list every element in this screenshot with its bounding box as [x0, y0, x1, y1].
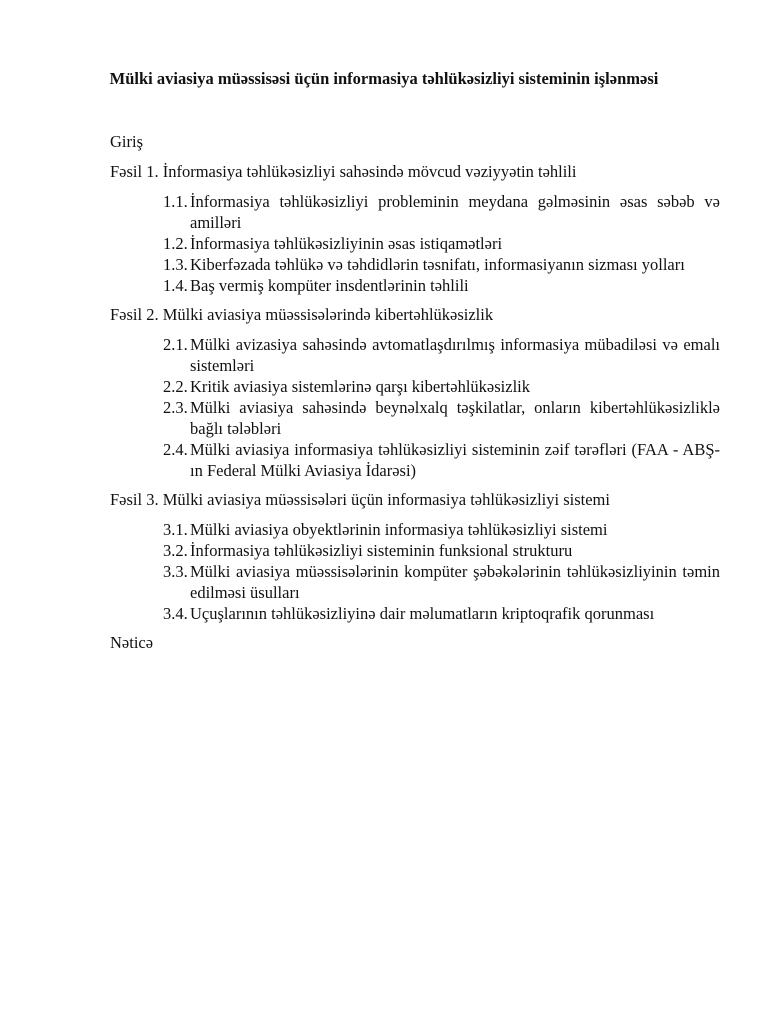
section-number: 1.4.	[163, 276, 188, 295]
toc-section-2-4	[163, 439, 720, 481]
document-title: Mülki aviasiya müəssisəsi üçün informasiya təhlükəsizliyi sisteminin işlənməsi	[109, 69, 659, 88]
toc-section-3-1	[163, 519, 720, 540]
section-number: 2.1.	[163, 335, 188, 354]
section-title: Mülki aviasiya obyektlərinin informasiya təhlükəsizliyi sistemi	[190, 520, 608, 539]
section-number: 1.1.	[163, 192, 188, 211]
section-title: İnformasiya təhlükəsizliyi probleminin meydana gəlməsinin əsas səbəb və amilləri	[190, 192, 720, 232]
section-number: 2.4.	[163, 440, 188, 459]
toc-chapter-1: Fəsil 1. İnformasiya təhlükəsizliyi sahəsində mövcud vəziyyətin təhlili	[110, 162, 577, 181]
toc-section-3-4	[163, 603, 720, 624]
section-title: Kritik aviasiya sistemlərinə qarşı kibertəhlükəsizlik	[190, 377, 530, 396]
section-number: 2.2.	[163, 377, 188, 396]
section-title: Mülki aviasiya sahəsində beynəlxalq təşkilatlar, onların kibertəhlükəsizliklə bağlı tələbləri	[190, 398, 720, 438]
section-title: Mülki aviasiya informasiya təhlükəsizliyi sisteminin zəif tərəfləri (FAA - ABŞ-ın Federal Mülki Aviasiya İdarəsi)	[190, 440, 720, 480]
section-number: 3.1.	[163, 520, 188, 539]
section-title: İnformasiya təhlükəsizliyinin əsas istiqamətləri	[190, 234, 503, 253]
toc-chapter-1-sections	[110, 191, 720, 296]
section-number: 1.2.	[163, 234, 188, 253]
table-of-contents	[110, 131, 720, 653]
toc-section-1-3	[163, 254, 720, 275]
toc-section-2-1	[163, 334, 720, 376]
toc-section-1-2	[163, 233, 720, 254]
toc-chapter-3: Fəsil 3. Mülki aviasiya müəssisələri üçün informasiya təhlükəsizliyi sistemi	[110, 490, 610, 509]
section-title: Uçuşlarının təhlükəsizliyinə dair məlumatların kriptoqrafik qorunması	[190, 604, 655, 623]
toc-section-3-3	[163, 561, 720, 603]
toc-chapter-2-sections	[110, 334, 720, 481]
toc-section-3-2	[163, 540, 720, 561]
section-number: 3.2.	[163, 541, 188, 560]
section-number: 3.4.	[163, 604, 188, 623]
toc-section-1-1	[163, 191, 720, 233]
toc-section-2-3	[163, 397, 720, 439]
section-title: Kiberfəzada təhlükə və təhdidlərin təsnifatı, informasiyanın sizması yolları	[190, 255, 685, 274]
toc-intro: Giriş	[110, 132, 143, 151]
section-number: 3.3.	[163, 562, 188, 581]
section-number: 2.3.	[163, 398, 188, 417]
toc-section-1-4	[163, 275, 720, 296]
toc-section-2-2	[163, 376, 720, 397]
section-title: İnformasiya təhlükəsizliyi sisteminin funksional strukturu	[190, 541, 573, 560]
section-title: Mülki avizasiya sahəsində avtomatlaşdırılmış informasiya mübadiləsi və emalı sistemləri	[190, 335, 720, 375]
toc-chapter-3-sections	[110, 519, 720, 624]
section-title: Mülki aviasiya müəssisələrinin kompüter şəbəkələrinin təhlükəsizliyinin təmin edilməsi üsulları	[190, 562, 720, 602]
toc-conclusion: Nəticə	[110, 633, 154, 652]
toc-chapter-2: Fəsil 2. Mülki aviasiya müəssisələrində kibertəhlükəsizlik	[110, 305, 494, 324]
section-number: 1.3.	[163, 255, 188, 274]
section-title: Baş vermiş kompüter insdentlərinin təhlili	[190, 276, 469, 295]
